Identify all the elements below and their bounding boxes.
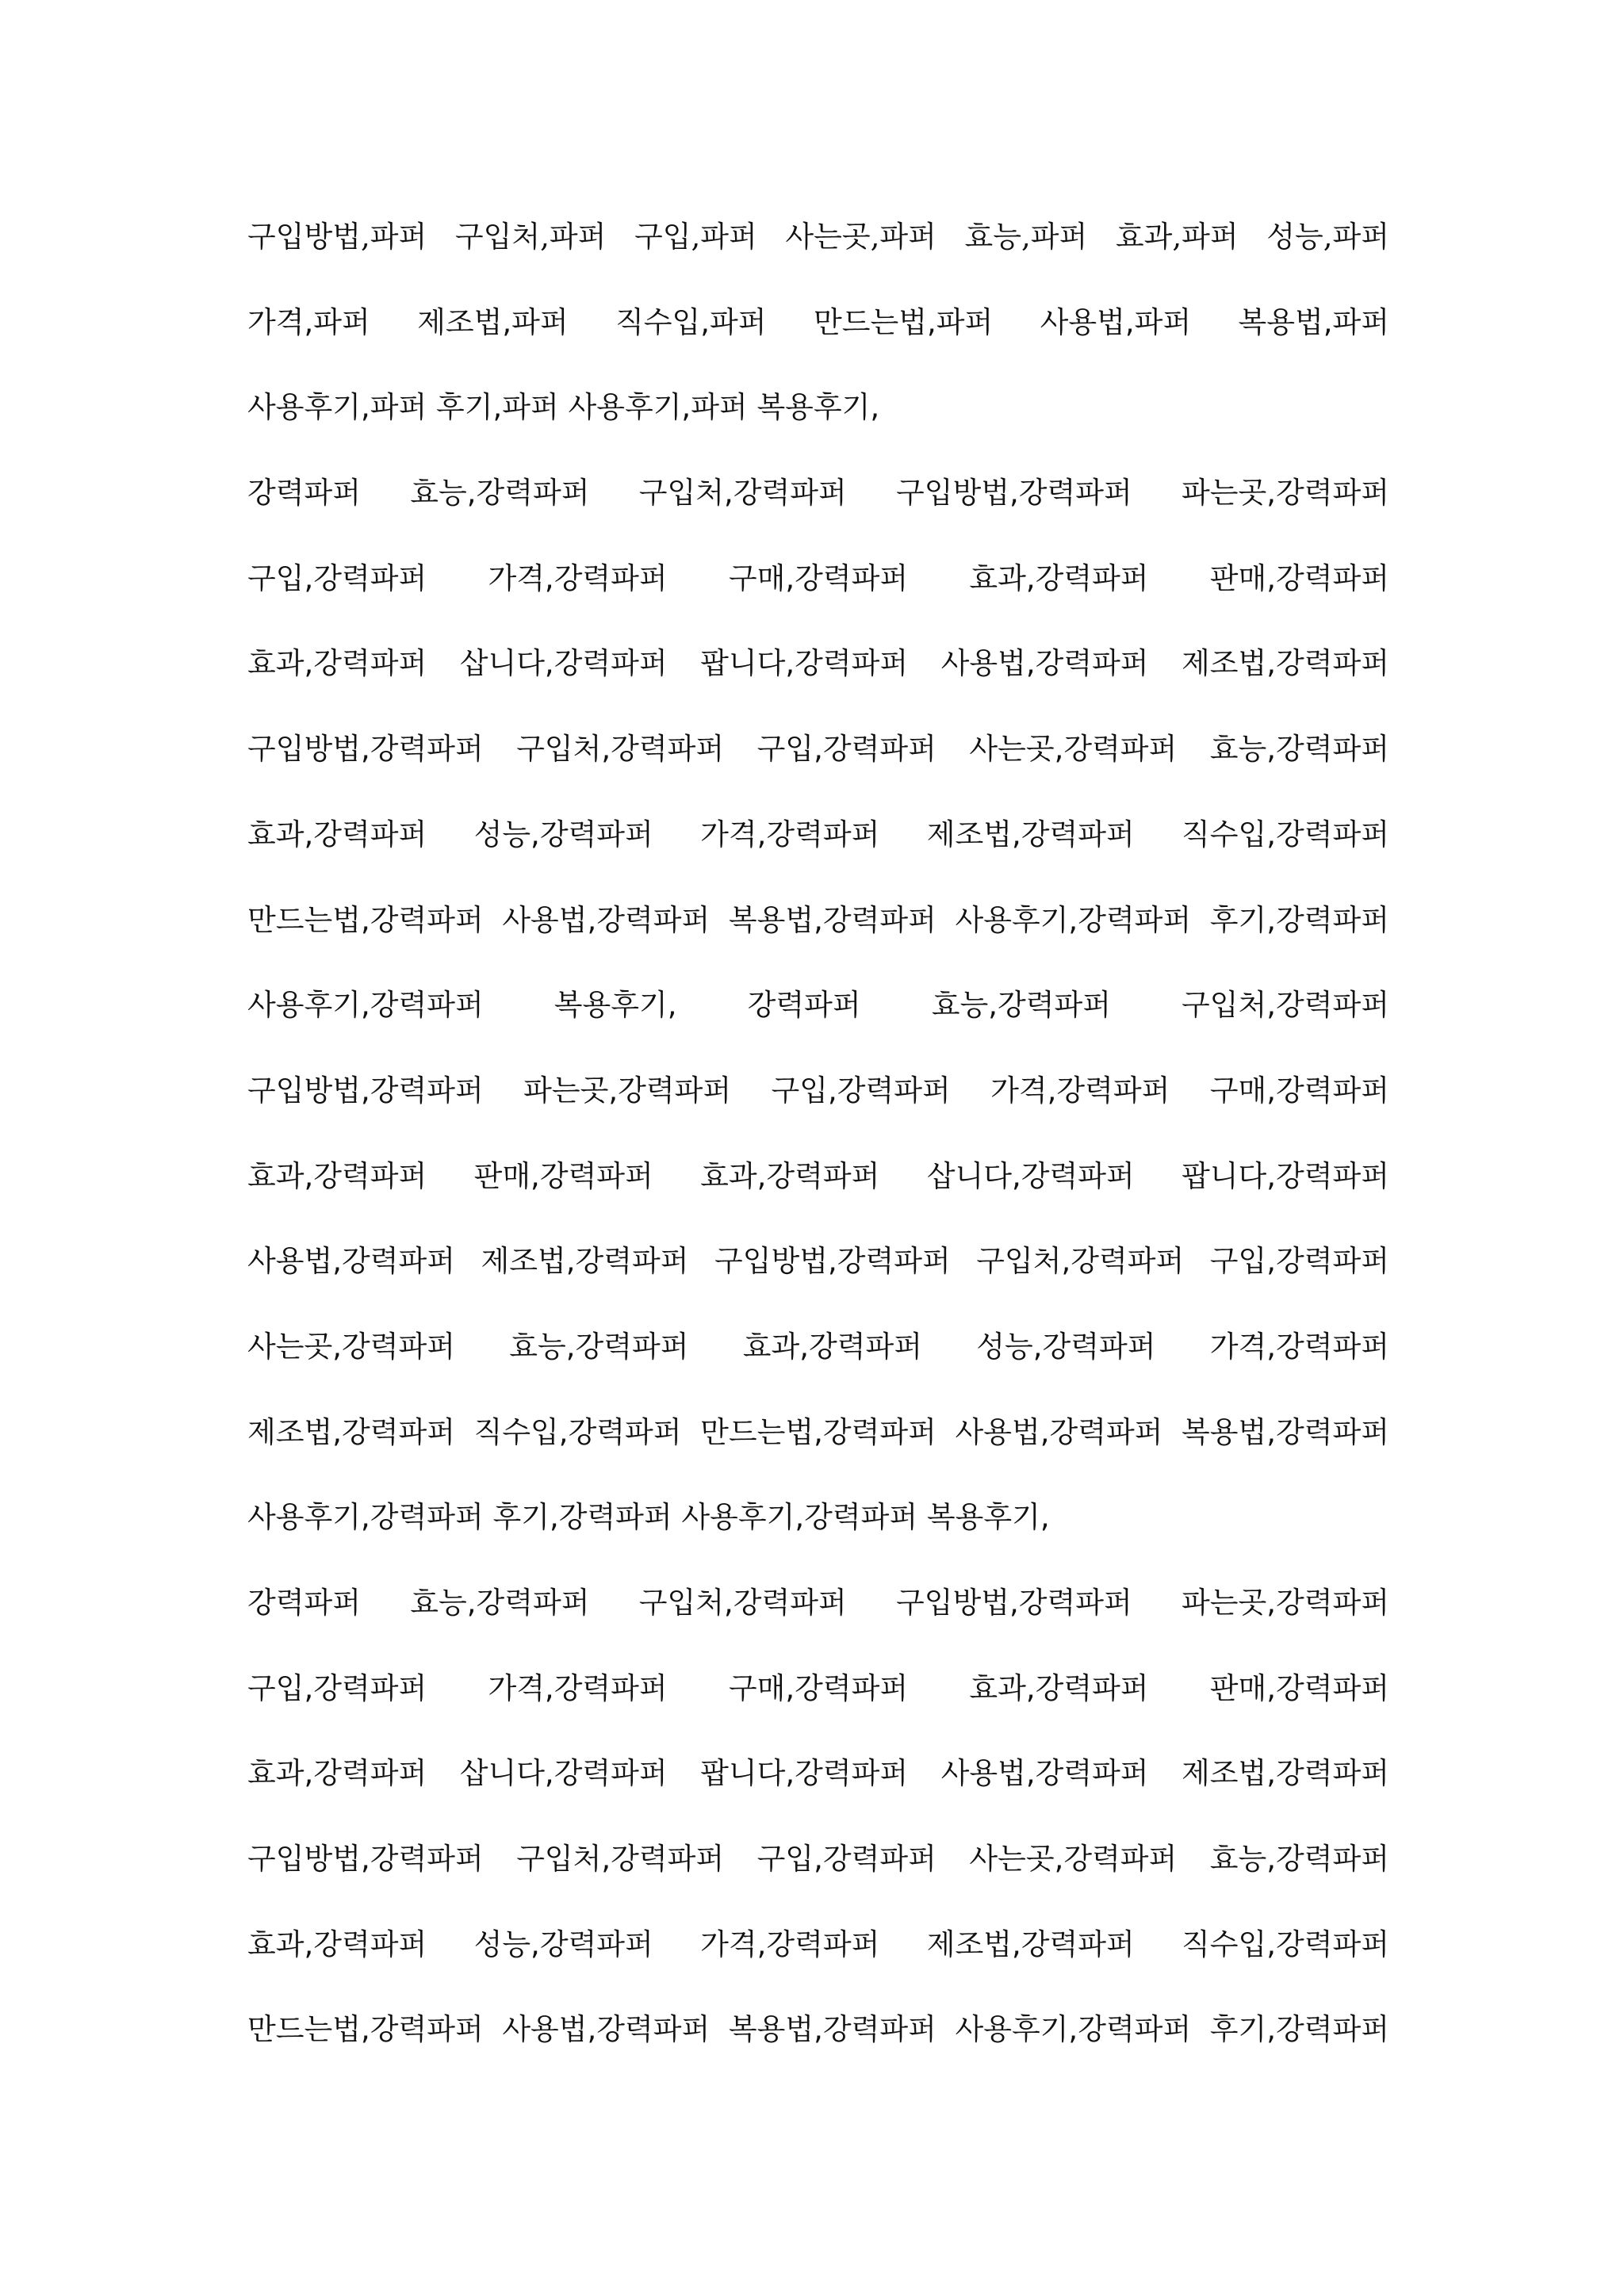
text-line: 사용후기,강력파퍼 후기,강력파퍼 사용후기,강력파퍼 복용후기, bbox=[247, 1500, 1050, 1535]
text-line: 강력파퍼 효능,강력파퍼 구입처,강력파퍼 구입방법,강력파퍼 파는곳,강력파퍼 bbox=[247, 1586, 1389, 1620]
text-line: 만드는법,강력파퍼 사용법,강력파퍼 복용법,강력파퍼 사용후기,강력파퍼 후기,강력파퍼 bbox=[247, 2012, 1389, 2047]
text-line: 구입방법,파퍼 구입처,파퍼 구입,파퍼 사는곳,파퍼 효능,파퍼 효과,파퍼 성능,파퍼 bbox=[247, 220, 1389, 254]
text-line: 강력파퍼 효능,강력파퍼 구입처,강력파퍼 구입방법,강력파퍼 파는곳,강력파퍼 bbox=[247, 476, 1389, 511]
text-line: 만드는법,강력파퍼 사용법,강력파퍼 복용법,강력파퍼 사용후기,강력파퍼 후기,강력파퍼 bbox=[247, 902, 1389, 937]
text-line: 가격,파퍼 제조법,파퍼 직수입,파퍼 만드는법,파퍼 사용법,파퍼 복용법,파퍼 bbox=[247, 304, 1389, 339]
text-line: 구입,강력파퍼 가격,강력파퍼 구매,강력파퍼 효과,강력파퍼 판매,강력파퍼 bbox=[247, 1670, 1389, 1705]
text-line: 효과,강력파퍼 삽니다,강력파퍼 팝니다,강력파퍼 사용법,강력파퍼 제조법,강력파퍼 bbox=[247, 646, 1389, 681]
text-line: 사용후기,강력파퍼 복용후기, 강력파퍼 효능,강력파퍼 구입처,강력파퍼 bbox=[247, 988, 1389, 1023]
text-line: 구입방법,강력파퍼 구입처,강력파퍼 구입,강력파퍼 사는곳,강력파퍼 효능,강력파퍼 bbox=[247, 1842, 1389, 1877]
text-line: 구입방법,강력파퍼 파는곳,강력파퍼 구입,강력파퍼 가격,강력파퍼 구매,강력파퍼 bbox=[247, 1073, 1389, 1108]
text-line: 구입,강력파퍼 가격,강력파퍼 구매,강력파퍼 효과,강력파퍼 판매,강력파퍼 bbox=[247, 561, 1389, 595]
text-line: 사는곳,강력파퍼 효능,강력파퍼 효과,강력파퍼 성능,강력파퍼 가격,강력파퍼 bbox=[247, 1329, 1389, 1364]
text-line: 효과,강력파퍼 판매,강력파퍼 효과,강력파퍼 삽니다,강력파퍼 팝니다,강력파퍼 bbox=[247, 1158, 1389, 1193]
text-line: 효과,강력파퍼 삽니다,강력파퍼 팝니다,강력파퍼 사용법,강력파퍼 제조법,강력파퍼 bbox=[247, 1756, 1389, 1791]
text-line: 구입방법,강력파퍼 구입처,강력파퍼 구입,강력파퍼 사는곳,강력파퍼 효능,강력파퍼 bbox=[247, 732, 1389, 767]
text-line: 효과,강력파퍼 성능,강력파퍼 가격,강력파퍼 제조법,강력파퍼 직수입,강력파퍼 bbox=[247, 1927, 1389, 1961]
text-line: 사용법,강력파퍼 제조법,강력파퍼 구입방법,강력파퍼 구입처,강력파퍼 구입,강력파퍼 bbox=[247, 1244, 1389, 1279]
text-line: 효과,강력파퍼 성능,강력파퍼 가격,강력파퍼 제조법,강력파퍼 직수입,강력파퍼 bbox=[247, 817, 1389, 851]
text-line: 사용후기,파퍼 후기,파퍼 사용후기,파퍼 복용후기, bbox=[247, 390, 880, 425]
body-text bbox=[247, 212, 1389, 2091]
text-line: 제조법,강력파퍼 직수입,강력파퍼 만드는법,강력파퍼 사용법,강력파퍼 복용법,강력파퍼 bbox=[247, 1414, 1389, 1449]
